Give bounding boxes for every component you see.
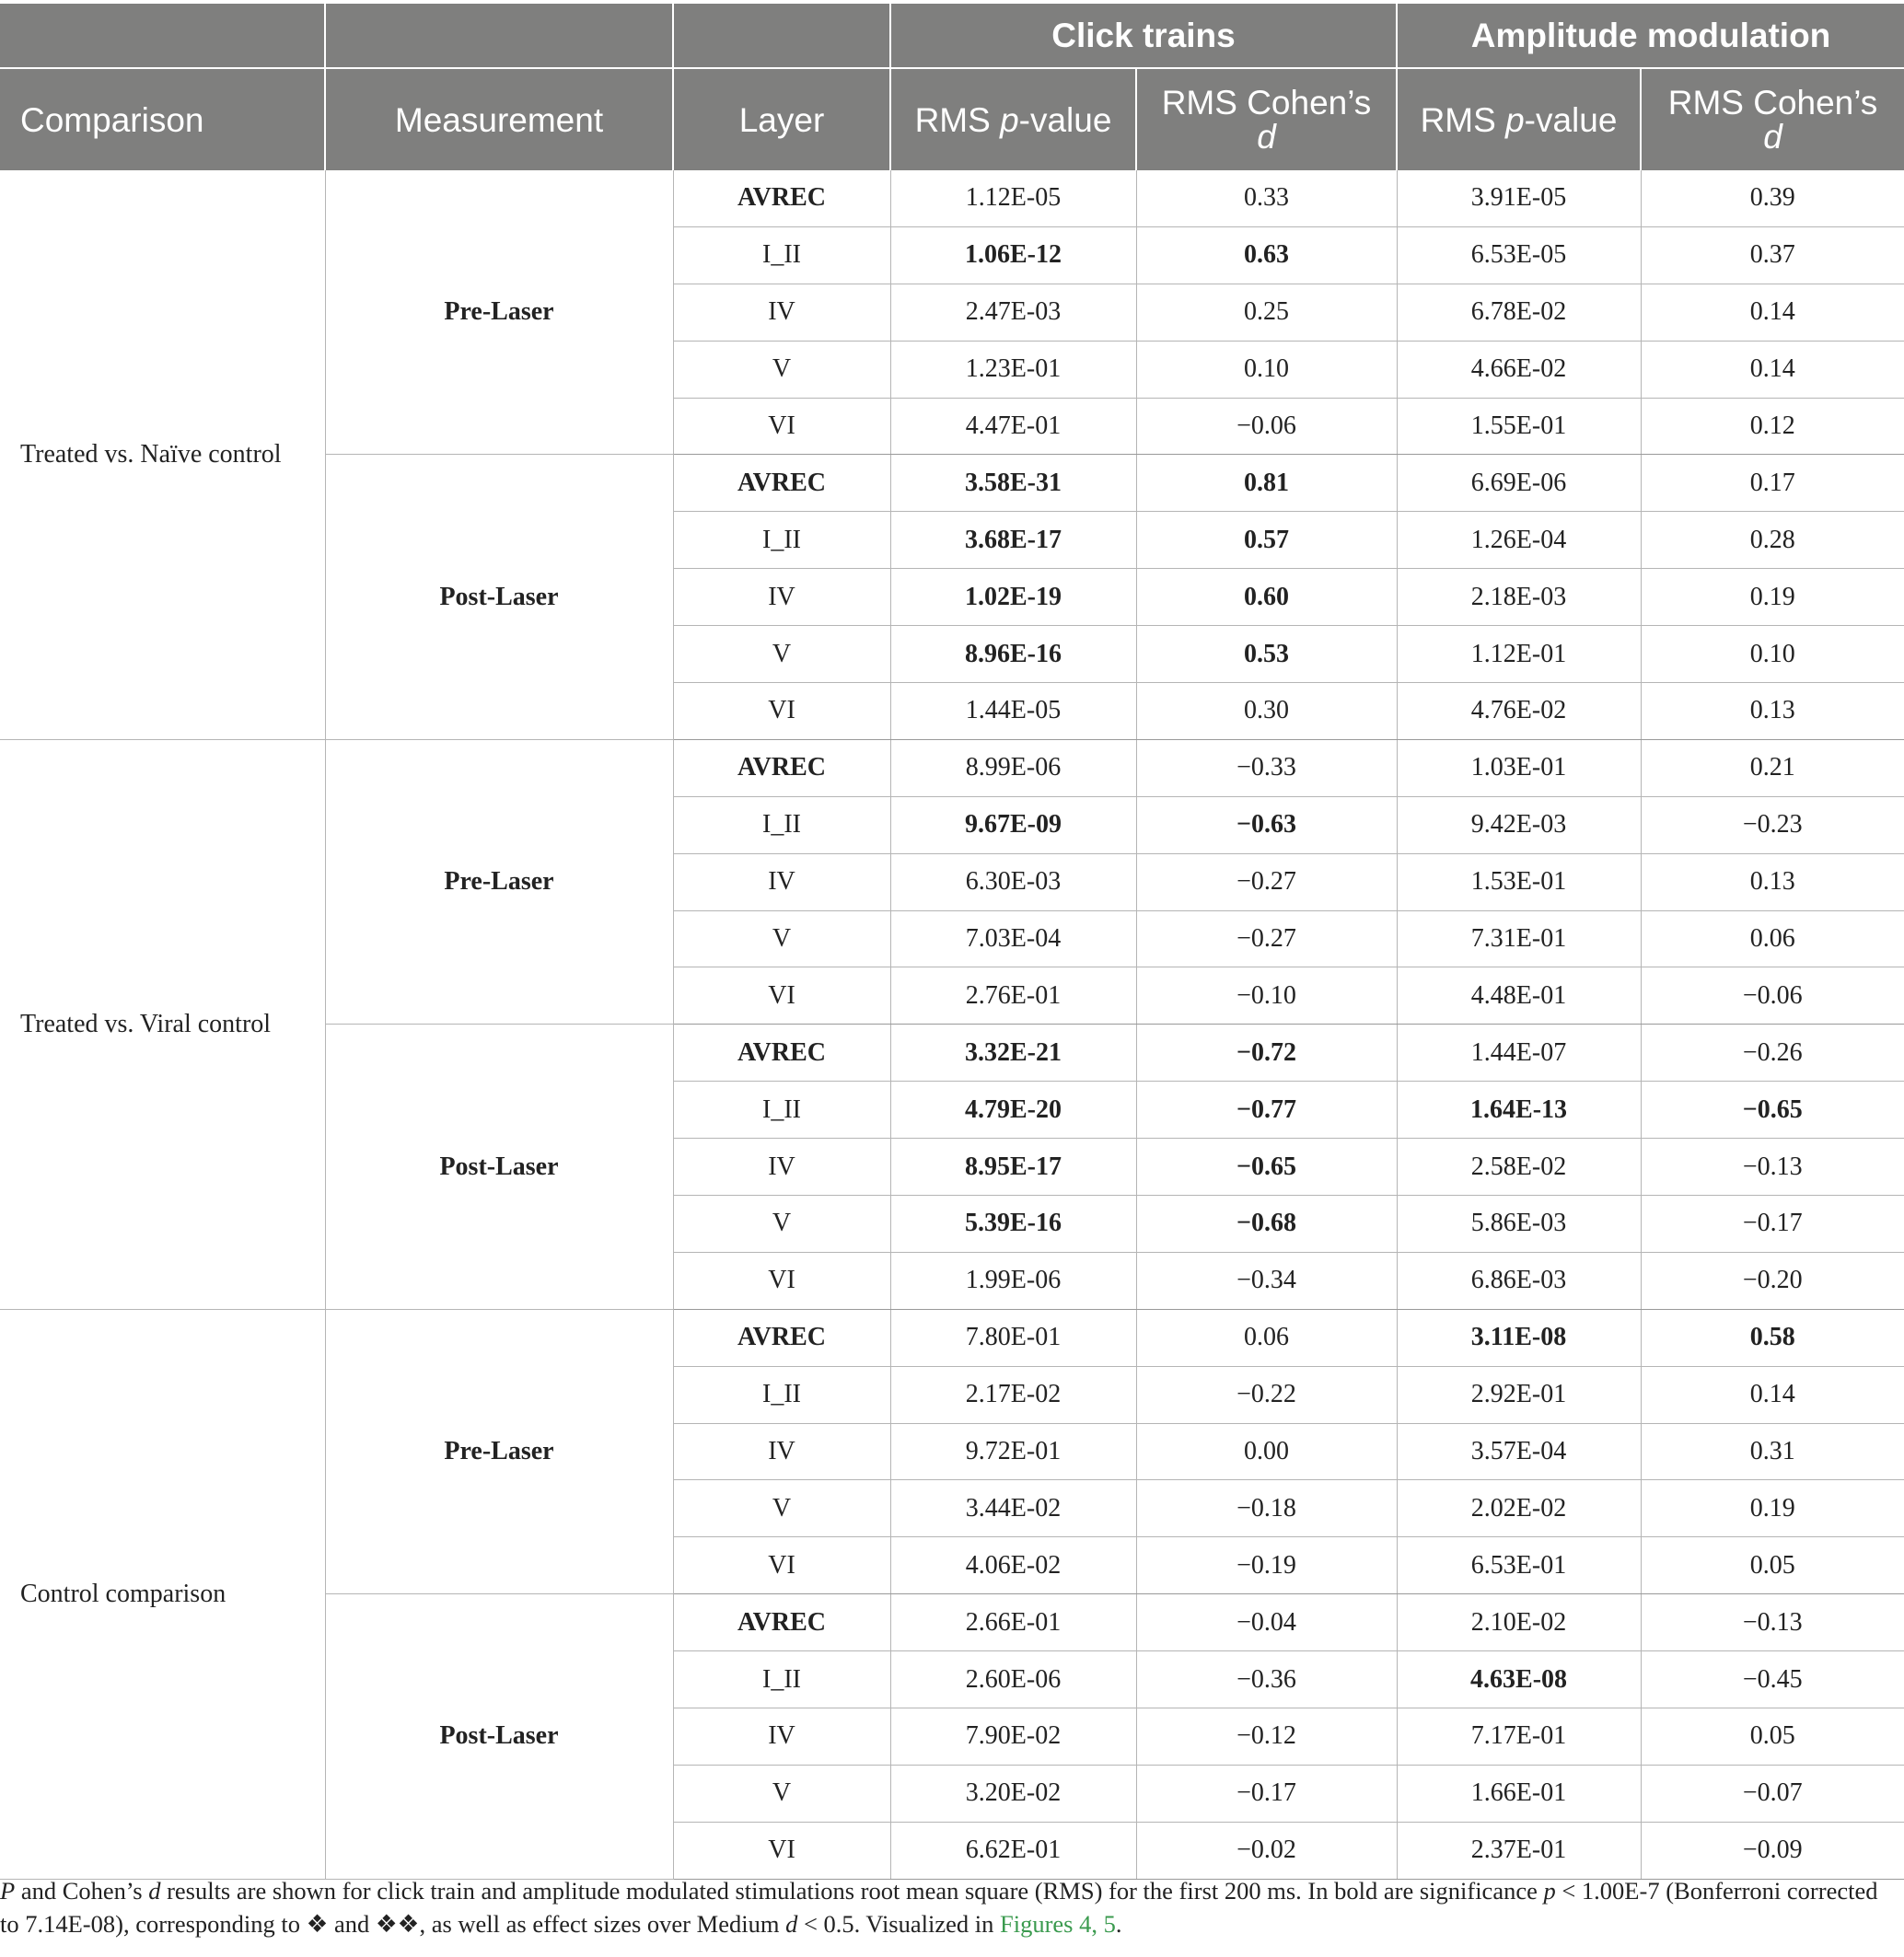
am-rms-d-cell: −0.45: [1641, 1651, 1904, 1708]
ct-rms-p-cell: 5.39E-16: [890, 1196, 1136, 1253]
am-rms-p-cell: 5.86E-03: [1397, 1196, 1641, 1253]
table-row: [0, 739, 1904, 796]
layer-cell: VI: [673, 1252, 890, 1309]
header-empty-comparison: [0, 4, 325, 68]
ct-rms-d-cell: −0.33: [1136, 739, 1397, 796]
ct-rms-d-cell: 0.30: [1136, 683, 1397, 740]
ct-rms-d-cell: −0.22: [1136, 1366, 1397, 1423]
layer-cell: V: [673, 1196, 890, 1253]
ct-rms-p-cell: 2.17E-02: [890, 1366, 1136, 1423]
am-rms-p-cell: 9.42E-03: [1397, 796, 1641, 853]
am-rms-d-cell: 0.12: [1641, 398, 1904, 455]
ct-rms-p-cell: 1.99E-06: [890, 1252, 1136, 1309]
ct-rms-d-cell: −0.72: [1136, 1025, 1397, 1082]
am-rms-d-cell: −0.65: [1641, 1082, 1904, 1139]
layer-cell: I_II: [673, 512, 890, 569]
am-rms-p-cell: 1.55E-01: [1397, 398, 1641, 455]
caption-italic: d: [785, 1910, 798, 1938]
header-text: RMS: [914, 100, 1001, 139]
ct-rms-p-cell: 2.47E-03: [890, 284, 1136, 341]
ct-rms-p-cell: 3.32E-21: [890, 1025, 1136, 1082]
am-rms-p-cell: 4.48E-01: [1397, 967, 1641, 1025]
ct-rms-d-cell: −0.36: [1136, 1651, 1397, 1708]
header-text: RMS Cohen’s: [1667, 84, 1878, 122]
ct-rms-p-cell: 2.66E-01: [890, 1594, 1136, 1651]
am-rms-d-cell: −0.13: [1641, 1139, 1904, 1196]
ct-rms-p-cell: 2.76E-01: [890, 967, 1136, 1025]
ct-rms-d-cell: −0.77: [1136, 1082, 1397, 1139]
ct-rms-p-cell: 4.47E-01: [890, 398, 1136, 455]
layer-cell: IV: [673, 1423, 890, 1480]
am-rms-p-cell: 4.76E-02: [1397, 683, 1641, 740]
am-rms-d-cell: 0.14: [1641, 284, 1904, 341]
layer-cell: AVREC: [673, 1309, 890, 1366]
am-rms-d-cell: −0.23: [1641, 796, 1904, 853]
ct-rms-p-cell: 1.06E-12: [890, 226, 1136, 284]
ct-rms-p-cell: 8.99E-06: [890, 739, 1136, 796]
measurement-cell: Post-Laser: [325, 1025, 673, 1309]
ct-rms-d-cell: −0.68: [1136, 1196, 1397, 1253]
header-click-trains: Click trains: [890, 4, 1397, 68]
ct-rms-d-cell: 0.63: [1136, 226, 1397, 284]
am-rms-p-cell: 6.53E-05: [1397, 226, 1641, 284]
ct-rms-p-cell: 3.20E-02: [890, 1765, 1136, 1822]
layer-cell: IV: [673, 284, 890, 341]
header-am-rms-d: [1641, 68, 1904, 170]
ct-rms-p-cell: 1.23E-01: [890, 341, 1136, 398]
header-italic: d: [1763, 118, 1782, 156]
am-rms-d-cell: 0.19: [1641, 1480, 1904, 1537]
am-rms-d-cell: 0.10: [1641, 626, 1904, 683]
am-rms-p-cell: 2.37E-01: [1397, 1822, 1641, 1879]
ct-rms-p-cell: 1.44E-05: [890, 683, 1136, 740]
ct-rms-p-cell: 1.02E-19: [890, 569, 1136, 626]
layer-cell: V: [673, 910, 890, 967]
layer-cell: V: [673, 1765, 890, 1822]
am-rms-d-cell: −0.13: [1641, 1594, 1904, 1651]
ct-rms-d-cell: −0.06: [1136, 398, 1397, 455]
ct-rms-d-cell: −0.10: [1136, 967, 1397, 1025]
table-caption: [0, 1874, 1897, 1940]
ct-rms-p-cell: 3.68E-17: [890, 512, 1136, 569]
table-row: [0, 1309, 1904, 1366]
layer-cell: VI: [673, 398, 890, 455]
header-italic: p: [1505, 100, 1525, 139]
am-rms-d-cell: 0.06: [1641, 910, 1904, 967]
header-text: -value: [1018, 100, 1112, 139]
caption-text: results are shown for click train and amplitude modulated stimulations root mean square (RMS) for the first 200 ms. In bold are significance: [160, 1877, 1544, 1905]
ct-rms-d-cell: 0.00: [1136, 1423, 1397, 1480]
am-rms-p-cell: 6.53E-01: [1397, 1537, 1641, 1594]
comparison-cell: Treated vs. Viral control: [0, 739, 325, 1309]
am-rms-p-cell: 3.57E-04: [1397, 1423, 1641, 1480]
am-rms-p-cell: 2.58E-02: [1397, 1139, 1641, 1196]
am-rms-p-cell: 1.03E-01: [1397, 739, 1641, 796]
am-rms-d-cell: −0.09: [1641, 1822, 1904, 1879]
am-rms-d-cell: 0.19: [1641, 569, 1904, 626]
ct-rms-p-cell: 1.12E-05: [890, 170, 1136, 226]
layer-cell: AVREC: [673, 1025, 890, 1082]
am-rms-d-cell: 0.05: [1641, 1708, 1904, 1766]
layer-cell: AVREC: [673, 455, 890, 512]
header-text: RMS: [1420, 100, 1506, 139]
am-rms-d-cell: 0.58: [1641, 1309, 1904, 1366]
am-rms-p-cell: 2.18E-03: [1397, 569, 1641, 626]
layer-cell: IV: [673, 569, 890, 626]
ct-rms-d-cell: −0.27: [1136, 910, 1397, 967]
ct-rms-d-cell: 0.81: [1136, 455, 1397, 512]
caption-text: < 0.5. Visualized in: [797, 1910, 1000, 1938]
header-empty-measurement: [325, 4, 673, 68]
am-rms-d-cell: 0.39: [1641, 170, 1904, 226]
am-rms-d-cell: −0.20: [1641, 1252, 1904, 1309]
header-group-row: [0, 4, 1904, 68]
measurement-cell: Pre-Laser: [325, 1309, 673, 1593]
am-rms-p-cell: 7.17E-01: [1397, 1708, 1641, 1766]
header-italic: p: [1000, 100, 1019, 139]
header-am-rms-p: [1397, 68, 1641, 170]
ct-rms-d-cell: −0.34: [1136, 1252, 1397, 1309]
am-rms-d-cell: 0.31: [1641, 1423, 1904, 1480]
ct-rms-d-cell: −0.18: [1136, 1480, 1397, 1537]
ct-rms-p-cell: 3.58E-31: [890, 455, 1136, 512]
results-table: [0, 4, 1904, 1880]
measurement-cell: Pre-Laser: [325, 739, 673, 1024]
am-rms-p-cell: 6.86E-03: [1397, 1252, 1641, 1309]
ct-rms-p-cell: 6.30E-03: [890, 853, 1136, 910]
am-rms-p-cell: 1.53E-01: [1397, 853, 1641, 910]
layer-cell: VI: [673, 683, 890, 740]
ct-rms-d-cell: −0.19: [1136, 1537, 1397, 1594]
am-rms-d-cell: −0.17: [1641, 1196, 1904, 1253]
header-amplitude-modulation: Amplitude modulation: [1397, 4, 1904, 68]
am-rms-d-cell: −0.26: [1641, 1025, 1904, 1082]
ct-rms-d-cell: −0.27: [1136, 853, 1397, 910]
comparison-cell: Treated vs. Naïve control: [0, 170, 325, 739]
am-rms-p-cell: 1.12E-01: [1397, 626, 1641, 683]
am-rms-d-cell: 0.17: [1641, 455, 1904, 512]
layer-cell: IV: [673, 1139, 890, 1196]
ct-rms-d-cell: 0.53: [1136, 626, 1397, 683]
caption-text: < 1.00E-7 (Bonferroni corrected to 7.14E-08), corresponding to ❖ and ❖❖, as well as effect sizes over Medium: [0, 1877, 1878, 1938]
table-header: [0, 4, 1904, 170]
am-rms-d-cell: −0.07: [1641, 1765, 1904, 1822]
ct-rms-p-cell: 9.67E-09: [890, 796, 1136, 853]
ct-rms-p-cell: 7.90E-02: [890, 1708, 1136, 1766]
figures-link[interactable]: Figures 4, 5: [1000, 1910, 1116, 1938]
am-rms-p-cell: 2.92E-01: [1397, 1366, 1641, 1423]
ct-rms-p-cell: 6.62E-01: [890, 1822, 1136, 1879]
am-rms-p-cell: 4.66E-02: [1397, 341, 1641, 398]
header-empty-layer: [673, 4, 890, 68]
header-text: RMS Cohen’s: [1161, 84, 1372, 122]
ct-rms-p-cell: 8.96E-16: [890, 626, 1136, 683]
ct-rms-d-cell: 0.06: [1136, 1309, 1397, 1366]
layer-cell: I_II: [673, 1366, 890, 1423]
ct-rms-d-cell: 0.60: [1136, 569, 1397, 626]
table-row: [0, 170, 1904, 226]
ct-rms-p-cell: 9.72E-01: [890, 1423, 1136, 1480]
caption-italic: P: [0, 1877, 16, 1905]
header-layer: Layer: [673, 68, 890, 170]
am-rms-d-cell: −0.06: [1641, 967, 1904, 1025]
ct-rms-d-cell: −0.63: [1136, 796, 1397, 853]
layer-cell: AVREC: [673, 170, 890, 226]
am-rms-p-cell: 3.91E-05: [1397, 170, 1641, 226]
ct-rms-p-cell: 8.95E-17: [890, 1139, 1136, 1196]
am-rms-p-cell: 6.78E-02: [1397, 284, 1641, 341]
layer-cell: IV: [673, 853, 890, 910]
caption-italic: p: [1543, 1877, 1556, 1905]
am-rms-d-cell: 0.05: [1641, 1537, 1904, 1594]
caption-text: and Cohen’s: [15, 1877, 149, 1905]
ct-rms-p-cell: 7.03E-04: [890, 910, 1136, 967]
layer-cell: AVREC: [673, 1594, 890, 1651]
layer-cell: I_II: [673, 796, 890, 853]
ct-rms-p-cell: 7.80E-01: [890, 1309, 1136, 1366]
ct-rms-d-cell: −0.65: [1136, 1139, 1397, 1196]
measurement-cell: Post-Laser: [325, 1594, 673, 1879]
table-body: [0, 170, 1904, 1879]
layer-cell: V: [673, 341, 890, 398]
measurement-cell: Pre-Laser: [325, 170, 673, 455]
ct-rms-d-cell: 0.10: [1136, 341, 1397, 398]
layer-cell: I_II: [673, 1651, 890, 1708]
am-rms-d-cell: 0.28: [1641, 512, 1904, 569]
layer-cell: VI: [673, 1537, 890, 1594]
layer-cell: VI: [673, 1822, 890, 1879]
layer-cell: VI: [673, 967, 890, 1025]
ct-rms-p-cell: 4.79E-20: [890, 1082, 1136, 1139]
layer-cell: I_II: [673, 226, 890, 284]
am-rms-d-cell: 0.14: [1641, 341, 1904, 398]
ct-rms-d-cell: −0.02: [1136, 1822, 1397, 1879]
caption-italic: d: [148, 1877, 161, 1905]
am-rms-d-cell: 0.13: [1641, 853, 1904, 910]
ct-rms-d-cell: 0.33: [1136, 170, 1397, 226]
am-rms-d-cell: 0.14: [1641, 1366, 1904, 1423]
am-rms-d-cell: 0.13: [1641, 683, 1904, 740]
layer-cell: V: [673, 626, 890, 683]
ct-rms-p-cell: 4.06E-02: [890, 1537, 1136, 1594]
header-measurement: Measurement: [325, 68, 673, 170]
layer-cell: IV: [673, 1708, 890, 1766]
am-rms-p-cell: 1.66E-01: [1397, 1765, 1641, 1822]
header-italic: d: [1257, 118, 1276, 156]
header-column-row: [0, 68, 1904, 170]
am-rms-p-cell: 7.31E-01: [1397, 910, 1641, 967]
am-rms-p-cell: 4.63E-08: [1397, 1651, 1641, 1708]
header-ct-rms-p: [890, 68, 1136, 170]
ct-rms-p-cell: 3.44E-02: [890, 1480, 1136, 1537]
am-rms-p-cell: 6.69E-06: [1397, 455, 1641, 512]
am-rms-d-cell: 0.37: [1641, 226, 1904, 284]
am-rms-p-cell: 2.10E-02: [1397, 1594, 1641, 1651]
am-rms-p-cell: 2.02E-02: [1397, 1480, 1641, 1537]
am-rms-p-cell: 1.64E-13: [1397, 1082, 1641, 1139]
am-rms-p-cell: 3.11E-08: [1397, 1309, 1641, 1366]
table-container: [0, 4, 1904, 1880]
comparison-cell: Control comparison: [0, 1309, 325, 1879]
am-rms-p-cell: 1.44E-07: [1397, 1025, 1641, 1082]
measurement-cell: Post-Laser: [325, 455, 673, 739]
layer-cell: V: [673, 1480, 890, 1537]
am-rms-d-cell: 0.21: [1641, 739, 1904, 796]
caption-text: .: [1115, 1910, 1122, 1938]
ct-rms-d-cell: −0.04: [1136, 1594, 1397, 1651]
ct-rms-d-cell: −0.17: [1136, 1765, 1397, 1822]
ct-rms-d-cell: 0.57: [1136, 512, 1397, 569]
layer-cell: AVREC: [673, 739, 890, 796]
ct-rms-d-cell: 0.25: [1136, 284, 1397, 341]
ct-rms-p-cell: 2.60E-06: [890, 1651, 1136, 1708]
layer-cell: I_II: [673, 1082, 890, 1139]
am-rms-p-cell: 1.26E-04: [1397, 512, 1641, 569]
header-ct-rms-d: [1136, 68, 1397, 170]
header-text: -value: [1524, 100, 1618, 139]
header-comparison: Comparison: [0, 68, 325, 170]
ct-rms-d-cell: −0.12: [1136, 1708, 1397, 1766]
